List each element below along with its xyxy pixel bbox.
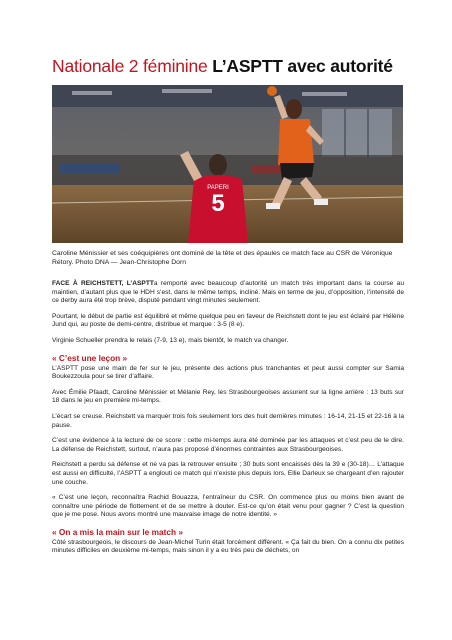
article-paragraph: Reichstett a perdu sa défense et ne va pas la retrouver ensuite ; 30 buts sont encaissés dès la 39 e (30-18)… L’attaque est aussi en difficulté, l’ASPTT a englouti ce match qui n’existe plus depuis lors, Ellie Darleux se chargeant d’en rajouter une couche. [52,461,404,486]
section-heading: « C’est une leçon » [52,352,128,363]
article-paragraph: « C’est une leçon, reconnaîtra Rachid Bouazza, l’entraîneur du CSR. On commence plus ou moins bien avant de connaître une période de flottement et de se mettre à douter. Est-ce qu’on était venu pour gagner ? C’est la question que je me pose. Nous avons montré une mauvaise image de notre identité. » [52,494,404,519]
title-headline: L’ASPTT avec autorité [207,56,393,76]
article-paragraph: L’écart se creuse. Reichstett va marquer trois fois seulement lors des huit dernières minutes : 16-14, 21-15 et 22-16 à la pause. [52,412,404,429]
section-heading: « On a mis la main sur le match » [52,526,183,537]
intro-text: a remporté avec beaucoup d’autorité un match très important dans la course au maintien, d’autant plus que le HDH s’est, dans le même temps, incliné. Mais en terme de jeu, d’opposition, l’intensité de ce derby aura été trop brève, disputé pendant vingt minutes seulement. [52,280,404,305]
article-paragraph: Avec Émilie Pfaadt, Caroline Ménissier et Mélanie Rey, les Strasbourgeoises assurent sur la ligne arrière : 13 buts sur 18 dans le jeu en première mi-temps. [52,388,404,405]
article-photo [52,85,403,243]
jersey-number: 5 [211,190,225,217]
article-paragraph [52,280,404,306]
photo-caption: Caroline Ménissier et ses coéquipières ont dominé de la tête et des épaules ce match face au CSR de Véronique Rétory. Photo DNA — Jean-Christophe Dorn [52,250,393,266]
article-body [52,280,404,559]
jersey-sponsor: PAPERI [207,185,229,191]
article-paragraph: L’ASPTT pose une main de fer sur le jeu, présente des actions plus tranchantes et peut aussi compter sur Samia Boukezzoula pour se tirer d’affaire. [52,364,404,381]
article-title [52,56,432,77]
handball-photo-illustration [52,85,403,243]
article-paragraph: Côté strasbourgeois, le discours de Jean-Michel Turin était forcément différent. « Ça fait du bien. On a connu dix petites minutes difficiles en deuxième mi-temps, mais sinon il y a eu très peu de déchets, on [52,538,404,555]
article-paragraph: C’est une évidence à la lecture de ce score : cette mi-temps aura été dominée par les attaques et c’est peu de le dire. La défense de Reichstett, surtout, n’aura pas proposé d’énormes contraintes aux Strasbourgeoises. [52,437,404,453]
intro-lead: FACE À REICHSTETT, L’ASPTT [52,280,154,287]
title-kicker: Nationale 2 féminine [52,56,208,76]
article-paragraph: Virginie Schueller prendra le relais (7-9, 13 e), mais bientôt, le match va changer. [52,336,289,344]
article-paragraph: Pourtant, le début de partie est équilibré et même quelque peu en faveur de Reichstett dont le jeu est éclairé par Hélène Jund qui, au poste de demi-centre, distribue et marque : 3-5 (8 e). [52,312,404,329]
